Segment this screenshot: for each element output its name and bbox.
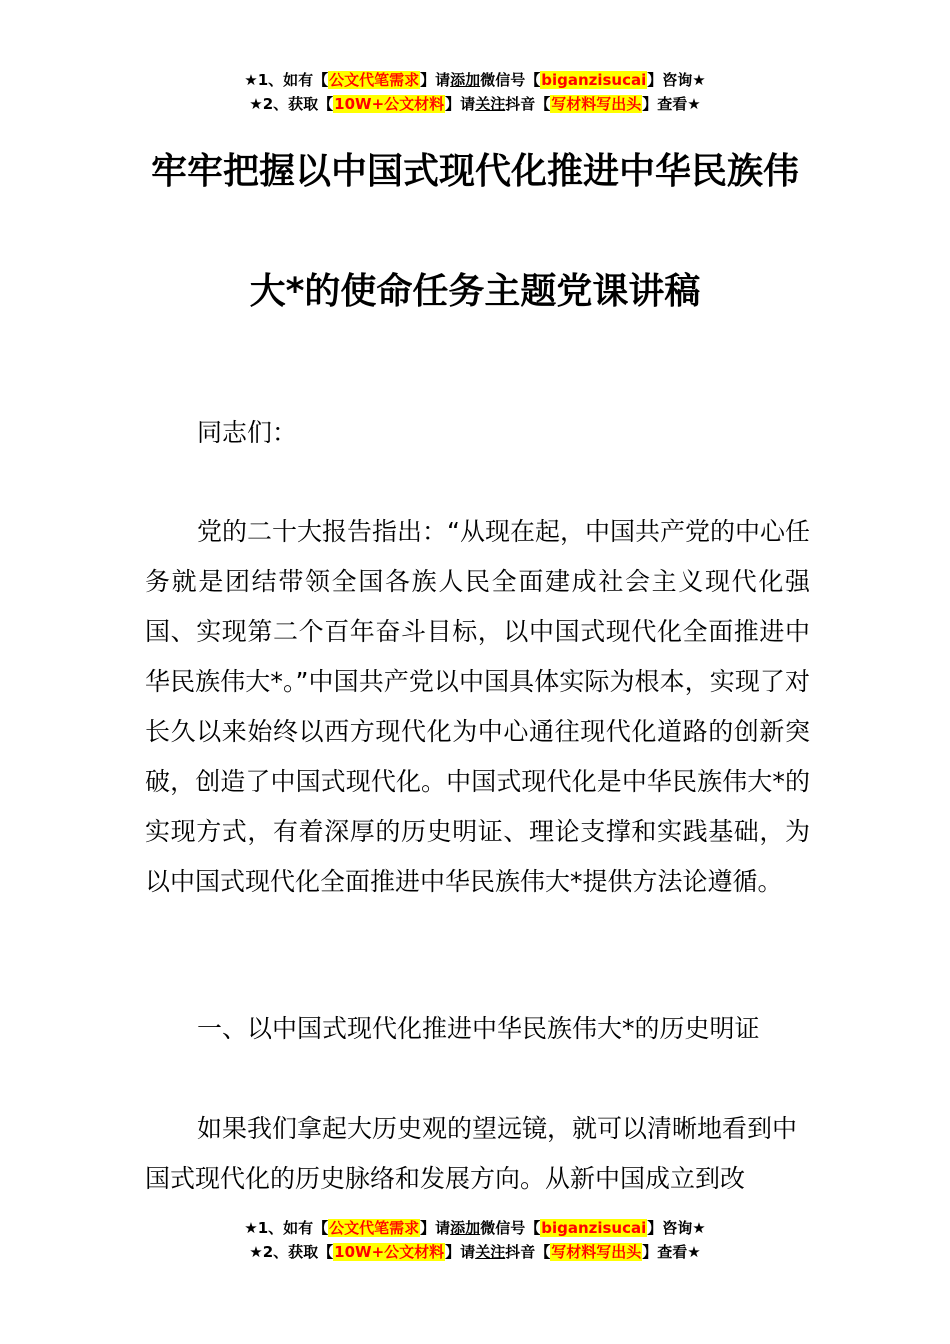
- banner-line-2: [0, 1240, 950, 1264]
- document-title-line-2: 大*的使命任务主题党课讲稿: [249, 271, 701, 312]
- banner-line-1: [0, 68, 950, 92]
- paragraph: 如果我们拿起大历史观的望远镜，就可以清晰地看到中国式现代化的历史脉络和发展方向。从新中国成立到改: [145, 1114, 798, 1193]
- banner-line-1: [0, 1216, 950, 1240]
- banner-text: 微信号【: [480, 1219, 541, 1237]
- banner-text: 】请: [420, 71, 451, 89]
- section-heading: 一、以中国式现代化推进中华民族伟大*的历史明证: [197, 1014, 760, 1043]
- banner-text: 抖音【: [505, 1243, 551, 1261]
- underlined-text: 添加: [450, 71, 481, 89]
- highlight-wechat-id: biganzisucai: [541, 71, 647, 89]
- highlight-wechat-id: biganzisucai: [541, 1219, 647, 1237]
- highlight-service: 公文代笔需求: [329, 71, 420, 89]
- banner-text: 微信号【: [480, 71, 541, 89]
- highlight-materials: 10W+公文材料: [334, 95, 445, 113]
- document-title-line-1: 牢牢把握以中国式现代化推进中华民族伟: [150, 151, 799, 192]
- banner-text: 1、如有【: [257, 71, 329, 89]
- highlight-service: 公文代笔需求: [329, 1219, 420, 1237]
- header-banner: [0, 68, 950, 116]
- star-icon: ★: [249, 95, 263, 113]
- banner-text: 1、如有【: [257, 1219, 329, 1237]
- star-icon: ★: [692, 1219, 706, 1237]
- banner-text: 】查看: [642, 1243, 688, 1261]
- star-icon: ★: [244, 71, 258, 89]
- underlined-text: 添加: [450, 1219, 481, 1237]
- star-icon: ★: [249, 1243, 263, 1261]
- star-icon: ★: [687, 1243, 701, 1261]
- paragraph: 党的二十大报告指出：“从现在起，中国共产党的中心任务就是团结带领全国各族人民全面建成社会主义现代化强国、实现第二个百年奋斗目标，以中国式现代化全面推进中华民族伟大*。”中国共产党以中国具体实际为根本，实现了对长久以来始终以西方现代化为中心通往现代化道路的创新突破，创造了中国式现代化。中国式现代化是中华民族伟大*的实现方式，有着深厚的历史明证、理论支撑和实践基础，为以中国式现代化全面推进中华民族伟大*提供方法论遵循。: [145, 517, 810, 896]
- highlight-materials: 10W+公文材料: [334, 1243, 445, 1261]
- banner-text: 2、获取【: [262, 95, 334, 113]
- banner-text: 】请: [420, 1219, 451, 1237]
- star-icon: ★: [692, 71, 706, 89]
- underlined-text: 关注: [475, 95, 506, 113]
- star-icon: ★: [687, 95, 701, 113]
- banner-text: 】咨询: [647, 1219, 693, 1237]
- banner-text: 】咨询: [647, 71, 693, 89]
- banner-text: 】查看: [642, 95, 688, 113]
- highlight-douyin-account: 写材料写出头: [551, 1243, 642, 1261]
- banner-line-2: [0, 92, 950, 116]
- banner-text: 】请: [445, 95, 476, 113]
- highlight-douyin-account: 写材料写出头: [551, 95, 642, 113]
- footer-banner: [0, 1216, 950, 1264]
- salutation: 同志们：: [197, 418, 298, 447]
- banner-text: 2、获取【: [262, 1243, 334, 1261]
- banner-text: 抖音【: [505, 95, 551, 113]
- underlined-text: 关注: [475, 1243, 506, 1261]
- star-icon: ★: [244, 1219, 258, 1237]
- banner-text: 】请: [445, 1243, 476, 1261]
